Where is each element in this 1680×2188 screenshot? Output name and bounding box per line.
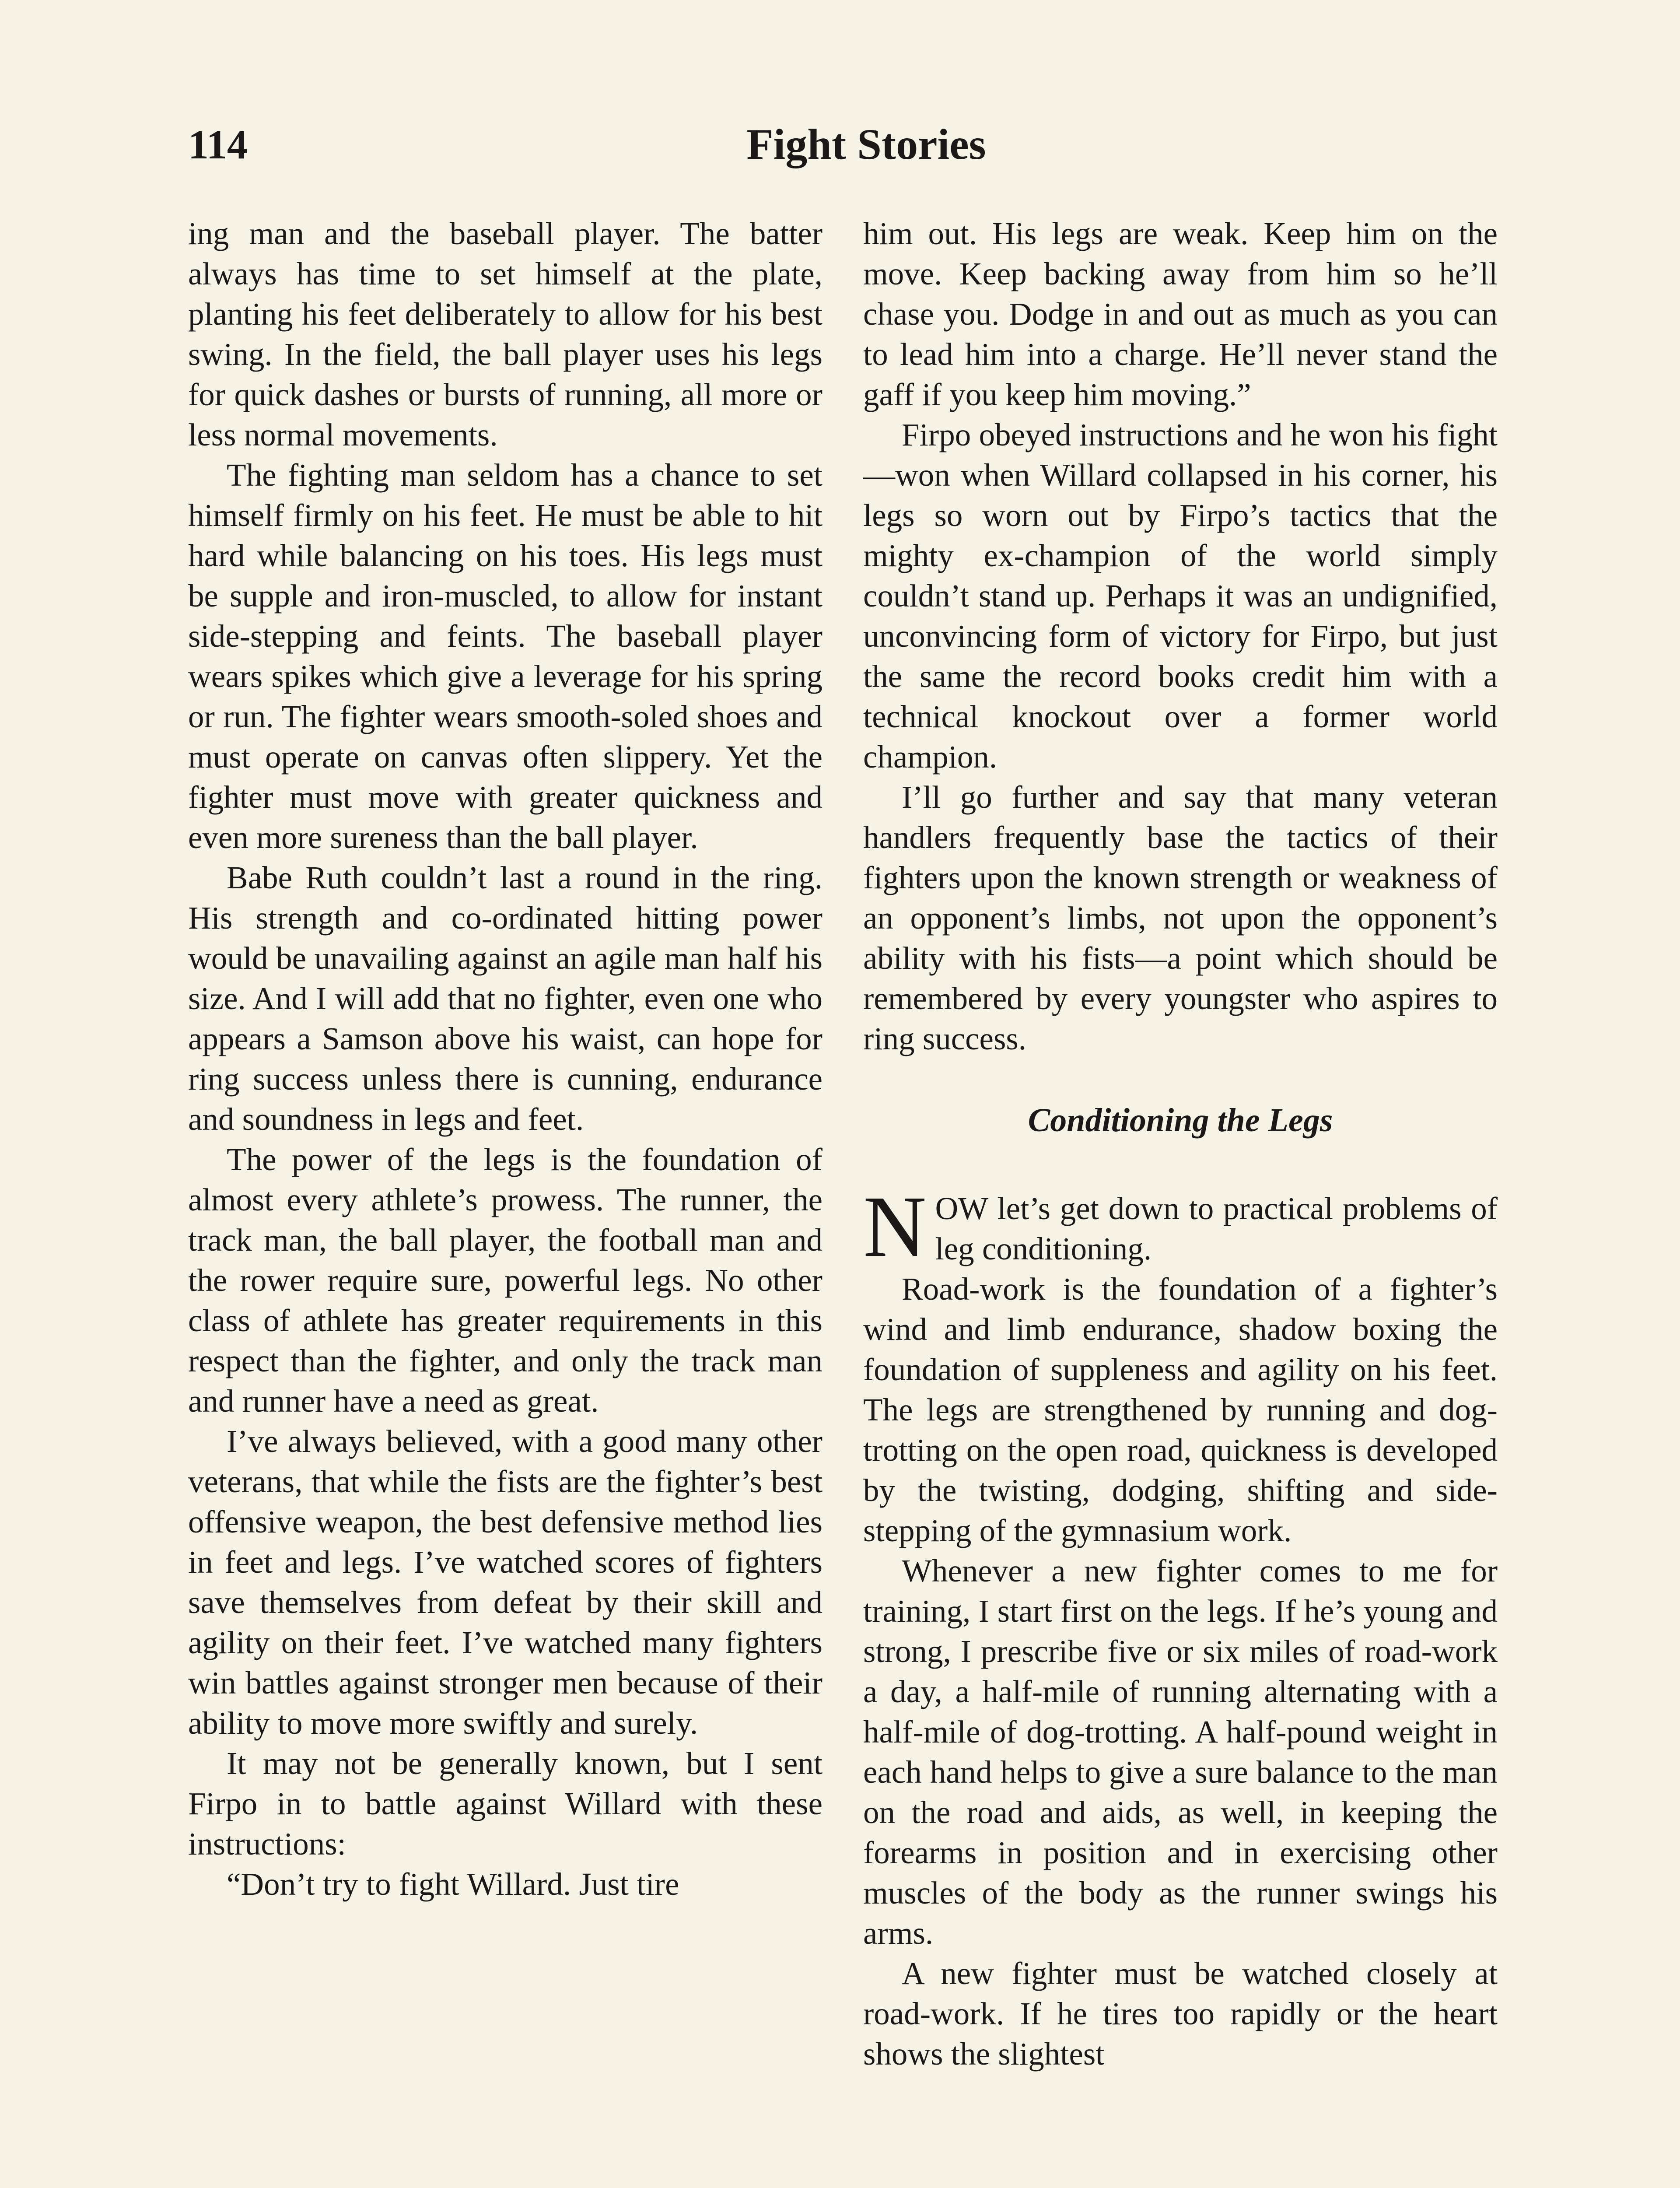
paragraph: It may not be generally known, but I sent Firpo in to battle against Willard with these instructions: [188,1746,822,1862]
paragraph: A new fighter must be watched closely at road-work. If he tires too rapidly or the heart shows the slightest [863,1956,1498,2072]
paragraph: Road-work is the foundation of a fighter’s wind and limb endurance, shadow boxing the foundation of suppleness and agility on his feet. The legs are strengthened by running and dog-trotting on the open road, quickness is developed by the twisting, dodging, shifting and side-stepping of the gymnasium work. [863,1271,1498,1548]
paragraph: I’ve always believed, with a good many other veterans, that while the fists are the fighter’s best offensive weapon, the best defensive method lies in feet and legs. I’ve watched scores of fighters save themselves from defeat by their skill and agility on their feet. I’ve watched many fighters win battles against stronger men because of their ability to move more swiftly and surely. [188,1424,822,1741]
paragraph: Whenever a new fighter comes to me for training, I start first on the legs. If he’s young and strong, I prescribe five or six miles of road-work a day, a half-mile of running alternating with a half-mile of dog-trotting. A half-pound weight in each hand helps to give a sure balance to the man on the road and aids, as well, in keeping the forearms in position and in exercising other muscles of the body as the runner swings his arms. [863,1553,1498,1951]
left-column [188,214,822,1904]
paragraph: Firpo obeyed instructions and he won his fight—won when Willard collapsed in his corner, his legs so worn out by Firpo’s tactics that the mighty ex-champion of the world simply couldn’t stand up. Perhaps it was an undignified, unconvincing form of victory for Firpo, but just the same the record books credit him with a technical knockout over a former world champion. [863,417,1498,775]
page-number: 114 [188,122,248,168]
paragraph: “Don’t try to fight Willard. Just tire [227,1866,679,1902]
paragraph: Babe Ruth couldn’t last a round in the ring. His strength and co-ordinated hitting power would be unavailing against an agile man half his size. And I will add that no fighter, even one who appears a Samson above his waist, can hope for ring success unless there is cunning, endurance and soundness in legs and feet. [188,860,822,1137]
page-title: Fight Stories [746,120,986,168]
paragraph: ing man and the baseball player. The batter always has time to set himself at the plate, planting his feet deliberately to allow for his best swing. In the field, the ball player uses his legs for quick dashes or bursts of running, all more or less normal movements. [188,216,822,452]
section-heading: Conditioning the Legs [1028,1102,1333,1139]
paragraph: The power of the legs is the foundation of almost every athlete’s prowess. The runner, the track man, the ball player, the football man and the rower require sure, powerful legs. No other class of athlete has greater requirements in this respect than the fighter, and only the track man and runner have a need as great. [188,1142,822,1419]
drop-cap-text: OW let’s get down to practical problems of leg conditioning. [935,1191,1498,1266]
paragraph: I’ll go further and say that many veteran handlers frequently base the tactics of their fighters upon the known strength or weakness of an opponent’s limbs, not upon the opponent’s ability with his fists—a point which should be remembered by every youngster who aspires to ring success. [863,779,1498,1056]
drop-cap-letter: N [863,1178,927,1275]
right-column [863,214,1498,2074]
drop-cap-paragraph [863,1178,1498,1275]
paragraph: The fighting man seldom has a chance to set himself firmly on his feet. He must be able to hit hard while balancing on his toes. His legs must be supple and iron-muscled, to allow for instant side-stepping and feints. The baseball player wears spikes which give a leverage for his spring or run. The fighter wears smooth-soled shoes and must operate on canvas often slippery. Yet the fighter must move with greater quickness and even more sureness than the ball player. [188,457,822,855]
paragraph: him out. His legs are weak. Keep him on the move. Keep backing away from him so he’ll chase you. Dodge in and out as much as you can to lead him into a charge. He’ll never stand the gaff if you keep him moving.” [863,216,1498,412]
